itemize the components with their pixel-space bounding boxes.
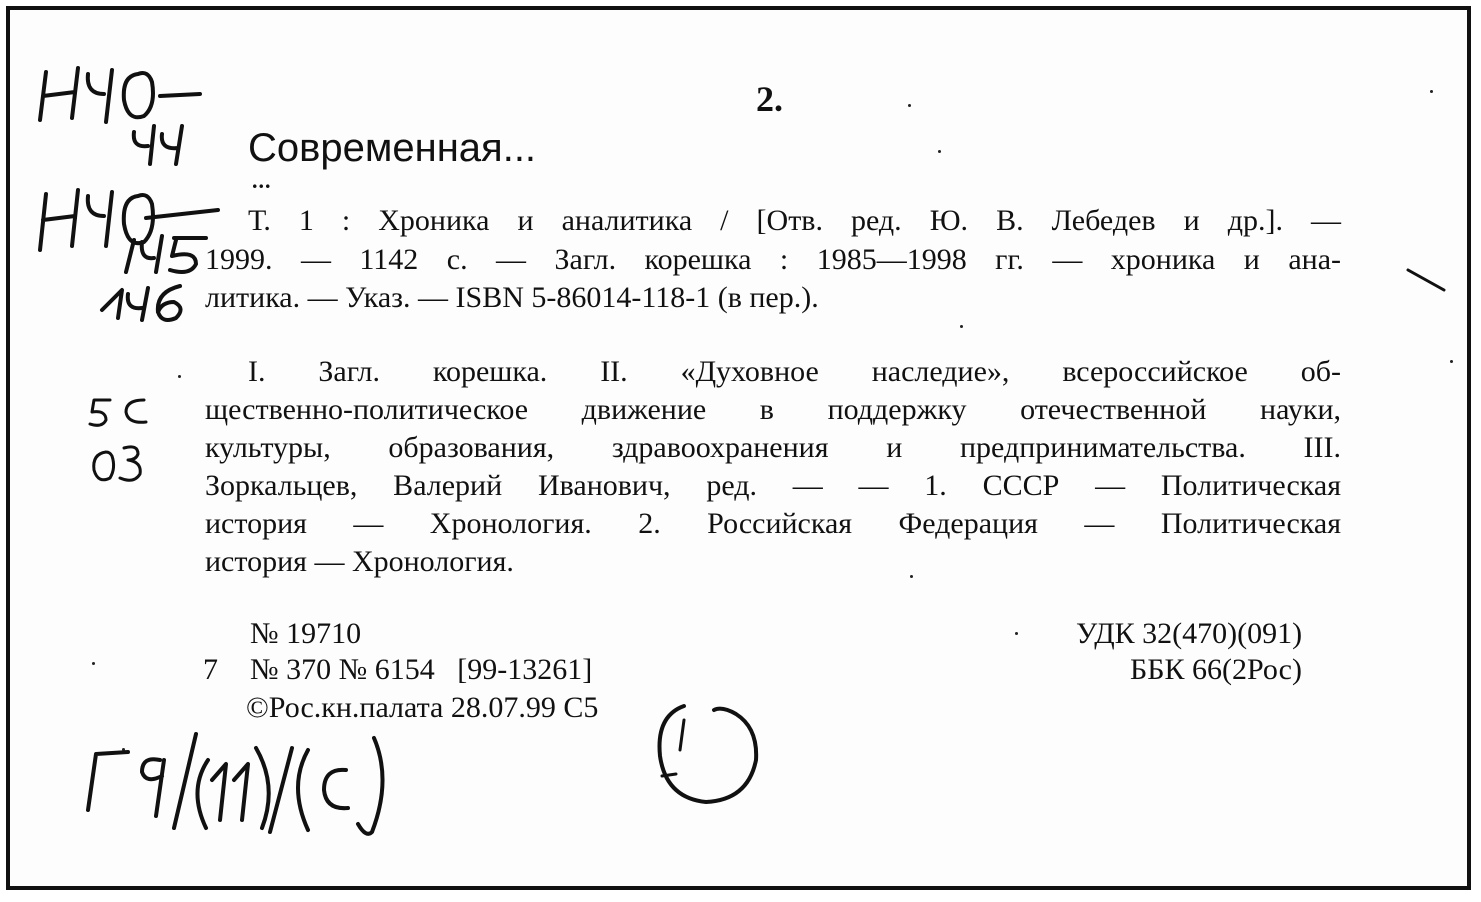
description-line: Т. 1 : Хроника и аналитика / [Отв. ред. Ю. В. Лебедев и др.]. — <box>248 204 1341 237</box>
scan-speck <box>92 662 95 665</box>
bbk-code: ББК 66(2Рос) <box>1130 653 1302 686</box>
notes-line: история — Хронология. 2. Российская Федерация — Политическая <box>205 507 1341 540</box>
notes-line: Зоркальцев, Валерий Иванович, ред. — — 1. СССР — Политическая <box>205 469 1341 502</box>
volume-number: 2. <box>756 79 783 119</box>
scan-speck <box>960 325 963 328</box>
order-prefix: 7 <box>203 653 218 686</box>
scan-speck <box>178 375 181 378</box>
scan-speck <box>1430 90 1433 93</box>
scan-speck <box>908 104 911 107</box>
notes-line: история — Хронология. <box>205 545 514 578</box>
copyright-line: ©Рос.кн.палата 28.07.99 С5 <box>246 691 599 724</box>
notes-line: I. Загл. корешка. II. «Духовное наследие», всероссийское об- <box>248 355 1341 388</box>
udk-code: УДК 32(470)(091) <box>1076 617 1303 650</box>
notes-line: щественно-политическое движение в поддержку отечественной науки, <box>205 393 1341 426</box>
scan-speck <box>938 150 941 153</box>
scan-speck <box>1450 360 1453 363</box>
title-ellipsis: ... <box>252 168 272 193</box>
scan-speck <box>1015 632 1018 635</box>
description-line: 1999. — 1142 с. — Загл. корешка : 1985—1998 гг. — хроника и ана- <box>205 243 1341 276</box>
registration-number: № 19710 <box>250 617 362 650</box>
description-line: литика. — Указ. — ISBN 5-86014-118-1 (в пер.). <box>205 281 819 314</box>
scan-speck <box>122 748 125 751</box>
notes-line: культуры, образования, здравоохранения и предпринимательства. III. <box>205 431 1341 464</box>
card-title: Современная... <box>248 126 537 170</box>
order-numbers: № 370 № 6154 [99-13261] <box>250 653 593 686</box>
